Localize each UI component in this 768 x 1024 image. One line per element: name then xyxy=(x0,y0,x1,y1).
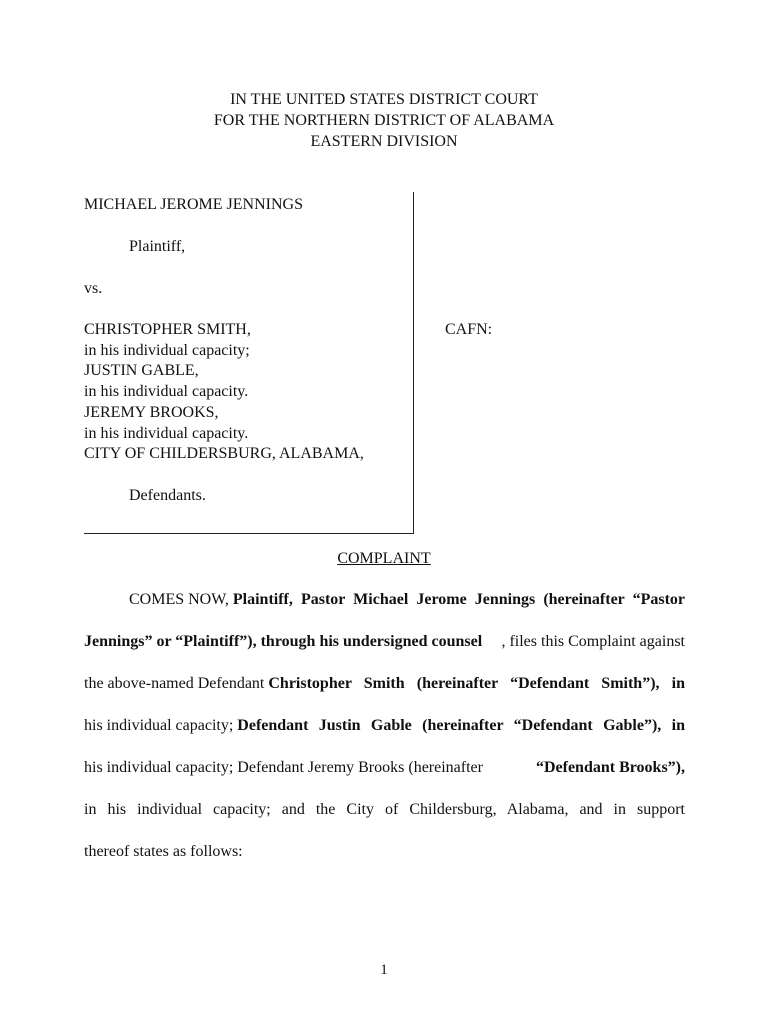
court-header-line-3: EASTERN DIVISION xyxy=(310,133,458,150)
body-line-1 xyxy=(129,590,685,610)
body-line-2-plain: , files this Complaint against xyxy=(501,633,685,650)
body-line-1-plain: COMES NOW, xyxy=(129,591,229,608)
body-line-2-bold: Jennings” or “Plaintiff”), through his undersigned counsel xyxy=(84,633,483,650)
city-defendant: CITY OF CHILDERSBURG, ALABAMA, xyxy=(84,445,364,462)
body-line-3 xyxy=(84,674,685,694)
body-line-7-plain: thereof states as follows: xyxy=(84,843,243,860)
defendant-2-name: JUSTIN GABLE, xyxy=(84,362,199,379)
body-line-3-plain: the above-named Defendant xyxy=(84,675,265,692)
body-line-3-bold: Christopher Smith (hereinafter “Defendant Smith”), in xyxy=(268,675,685,692)
versus-label: vs. xyxy=(84,280,103,297)
body-line-6 xyxy=(84,800,685,820)
defendant-2-capacity: in his individual capacity. xyxy=(84,383,249,400)
defendant-1-name: CHRISTOPHER SMITH, xyxy=(84,321,251,338)
case-caption xyxy=(84,192,415,534)
body-line-4-plain: his individual capacity; xyxy=(84,717,234,734)
body-line-5-bold: “Defendant Brooks”), xyxy=(535,759,685,776)
court-header-line-2: FOR THE NORTHERN DISTRICT OF ALABAMA xyxy=(213,112,555,129)
case-number-label: CAFN: xyxy=(445,321,493,338)
court-header-line-1: IN THE UNITED STATES DISTRICT COURT xyxy=(230,91,538,108)
defendant-1-capacity: in his individual capacity; xyxy=(84,342,250,359)
body-line-6-plain: in his individual capacity; and the City of Childersburg, Alabama, and in support xyxy=(84,801,685,818)
page-number: 1 xyxy=(380,962,388,978)
defendant-3-name: JEREMY BROOKS, xyxy=(84,404,219,421)
body-line-5-plain: his individual capacity; Defendant Jeremy Brooks (hereinafter xyxy=(84,759,483,776)
body-line-4 xyxy=(84,716,685,736)
body-line-5 xyxy=(84,758,685,778)
document-title: COMPLAINT xyxy=(337,550,431,567)
plaintiff-name: MICHAEL JEROME JENNINGS xyxy=(84,196,303,213)
caption-right-border xyxy=(413,192,414,534)
plaintiff-role: Plaintiff, xyxy=(129,238,186,255)
court-header xyxy=(0,89,768,152)
body-line-1-bold: Plaintiff, Pastor Michael Jerome Jennings (hereinafter “Pastor xyxy=(232,591,685,608)
defendants-role: Defendants. xyxy=(129,487,206,504)
body-line-4-bold: Defendant Justin Gable (hereinafter “Defendant Gable”), in xyxy=(237,717,685,734)
caption-bottom-border xyxy=(84,533,414,534)
body-line-2 xyxy=(84,632,685,652)
body-line-7 xyxy=(84,842,685,862)
defendant-3-capacity: in his individual capacity. xyxy=(84,425,249,442)
